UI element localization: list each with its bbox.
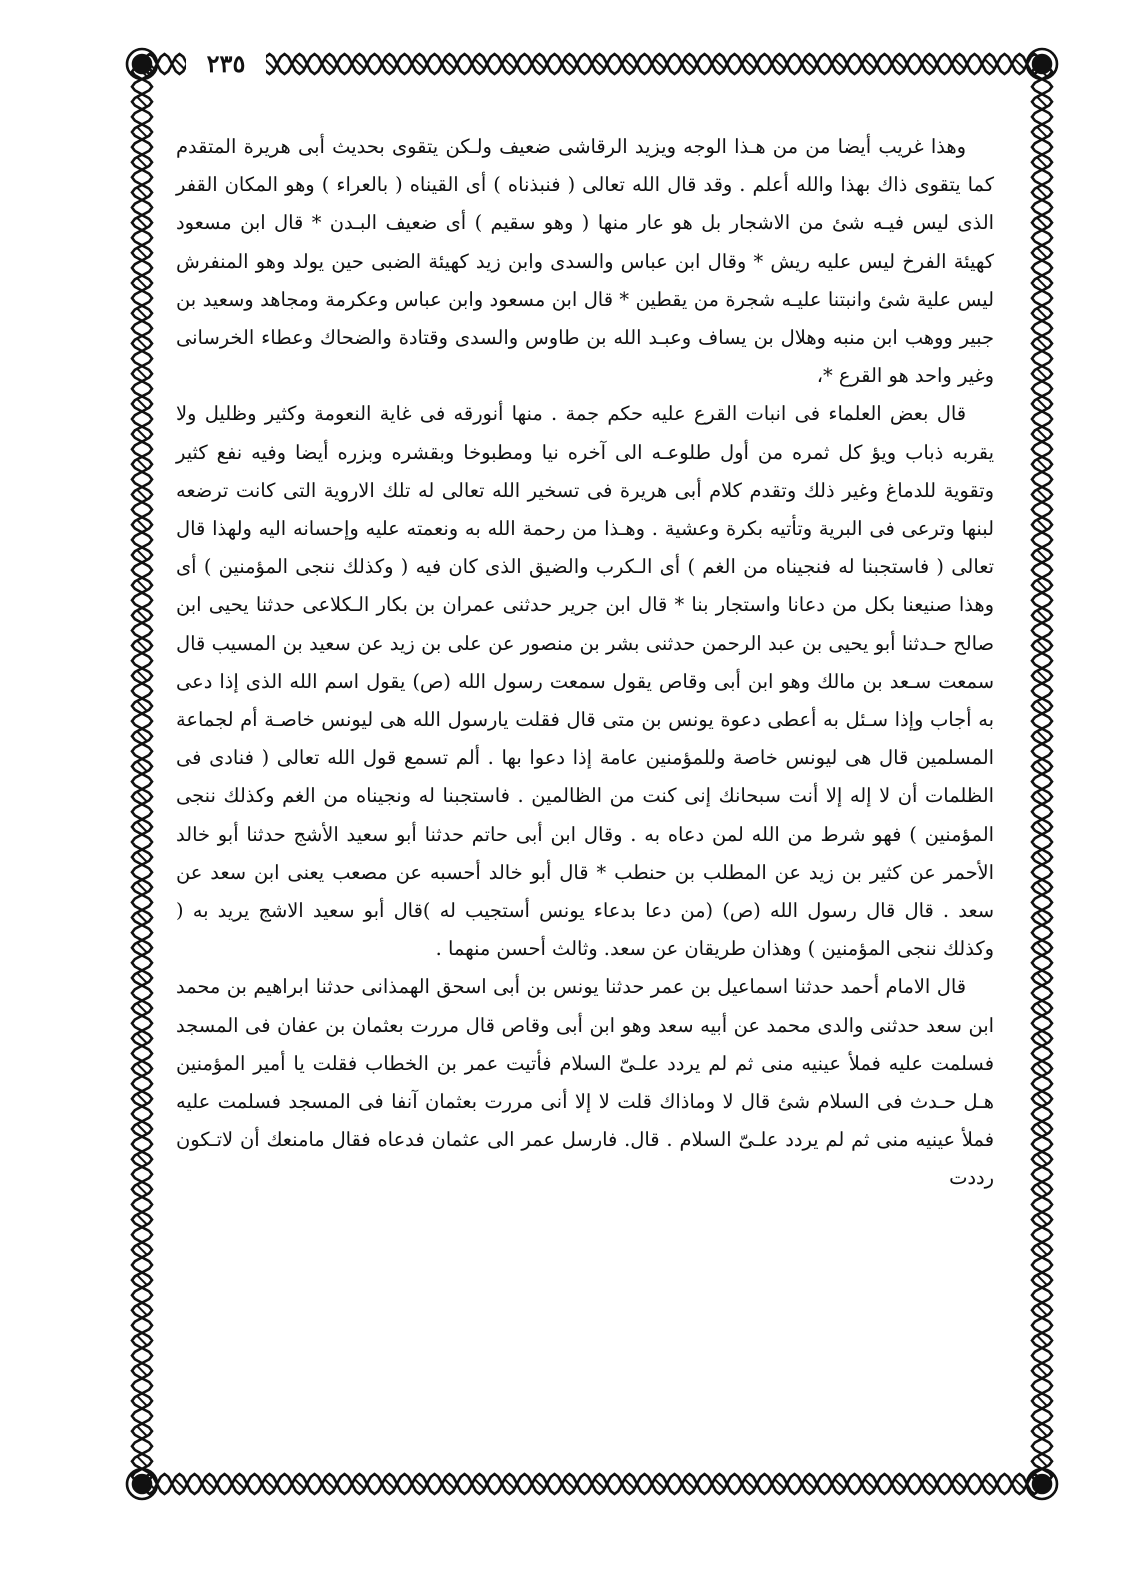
page-body-text — [176, 128, 994, 1458]
paragraph-2: قال بعض العلماء فى انبات القرع عليه حكم جمة . منها أنورقه فى غاية النعومة وكثير وظليل ولا يقربه ذباب ويؤ كل ثمره من أول طلوعـه الى آخره نيا ومطبوخا وبقشره وبزره أيضا وفيه نفع كثير وتقوية للدماغ وغير ذلك وتقدم كلام أبى هريرة فى تسخير الله تعالى له تلك الاروية التى كانت ترضعه لبنها وترعى فى البرية وتأتيه بكرة وعشية . وهـذا من رحمة الله به ونعمته عليه وإحسانه اليه ولهذا قال تعالى ( فاستجبنا له فنجيناه من الغم ) أى الـكرب والضيق الذى كان فيه ( وكذلك ننجى المؤمنين ) أى وهذا صنيعنا بكل من دعانا واستجار بنا * قال ابن جرير حدثنى عمران بن بكار الـكلاعى حدثنا يحيى ابن صالح حـدثنا أبو يحيى بن عبد الرحمن حدثنى بشر بن منصور عن على بن زيد عن سعيد بن المسيب قال سمعت سـعد بن مالك وهو ابن أبى وقاص يقول سمعت رسول الله (ص) يقول اسم الله الذى إذا دعى به أجاب وإذا سـئل به أعطى دعوة يونس بن متى قال فقلت يارسول الله هى ليونس خاصـة أم لجماعة المسلمين قال هى ليونس خاصة وللمؤمنين عامة إذا دعوا بها . ألم تسمع قول الله تعالى ( فنادى فى الظلمات أن لا إله إلا أنت سبحانك إنى كنت من الظالمين . فاستجبنا له ونجيناه من الغم وكذلك ننجى المؤمنين ) فهو شرط من الله لمن دعاه به . وقال ابن أبى حاتم حدثنا أبو سعيد الأشج حدثنا أبو خالد الأحمر عن كثير بن زيد عن المطلب بن حنطب * قال أبو خالد أحسبه عن مصعب يعنى ابن سعد عن سعد . قال قال رسول الله (ص) (من دعا بدعاء يونس أستجيب له )قال أبو سعيد الاشج يريد به ( وكذلك ننجى المؤمنين ) وهذان طريقان عن سعد. وثالث أحسن منهما . — [176, 402, 994, 961]
page-number: ٢٣٥ — [186, 48, 266, 80]
paragraph-1: وهذا غريب أيضا من من هـذا الوجه ويزيد الرقاشى ضعيف ولـكن يتقوى بحديث أبى هريرة المتقدم كما يتقوى ذاك بهذا والله أعلم . وقد قال الله تعالى ( فنبذناه ) أى القيناه ( بالعراء ) وهو المكان القفر الذى ليس فيـه شئ من الاشجار بل هو عار منها ( وهو سقيم ) أى ضعيف البـدن * قال ابن مسعود كهيئة الفرخ ليس عليه ريش * وقال ابن عباس والسدى وابن زيد كهيئة الضبى حين يولد وهو المنفرش ليس علية شئ وانبتنا عليـه شجرة من يقطين * قال ابن مسعود وابن عباس وعكرمة ومجاهد وسعيد بن جبير ووهب ابن منبه وهلال بن يساف وعبـد الله بن طاوس والسدى وقتادة والضحاك وعطاء الخرسانى وغير واحد هو القرع *، — [176, 135, 994, 388]
paragraph-3: قال الامام أحمد حدثنا اسماعيل بن عمر حدثنا يونس بن أبى اسحق الهمذانى حدثنا ابراهيم بن محمد ابن سعد حدثنى والدى محمد عن أبيه سعد وهو ابن أبى وقاص قال مررت بعثمان بن عفان فى المسجد فسلمت عليه فملأ عينيه منى ثم لم يردد علـىّ السلام فأتيت عمر بن الخطاب فقلت يا أمير المؤمنين هـل حـدث فى السلام شئ قال لا وماذاك قلت لا إلا أنى مررت بعثمان آنفا فى المسجد فسلمت عليه فملأ عينيه منى ثم لم يردد علـىّ السلام . قال. فارسل عمر الى عثمان فدعاه فقال مامنعك أن لاتـكون رددت — [176, 975, 994, 1190]
